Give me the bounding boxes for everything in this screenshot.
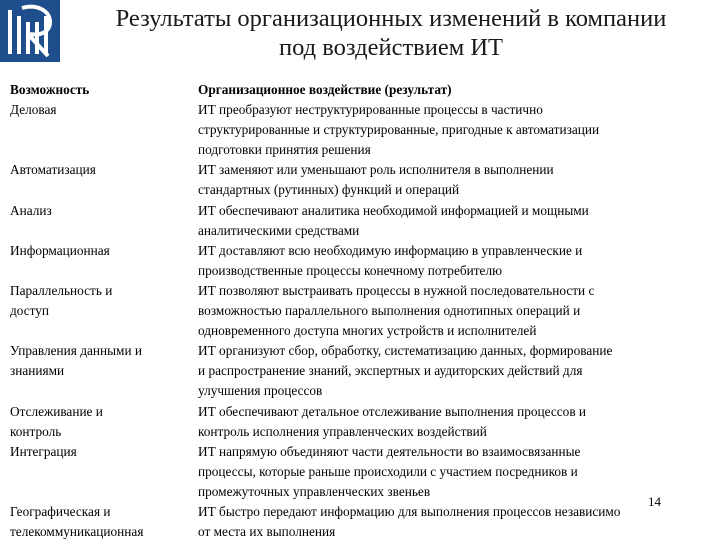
impact-line: структурированные и структурированные, пригодные к автоматизации xyxy=(198,122,600,138)
capability-cell xyxy=(10,442,198,502)
impact-line: возможностью параллельного выполнения однотипных операций и xyxy=(198,303,581,319)
capability-cell xyxy=(10,281,198,341)
impact-line: одновременного доступа многих устройств и исполнителей xyxy=(198,323,537,339)
capability-cell xyxy=(10,100,198,160)
capability-cell xyxy=(10,241,198,281)
table-row xyxy=(10,402,720,442)
impact-cell xyxy=(198,100,720,160)
impact-line: стандартных (рутинных) функций и операций xyxy=(198,182,460,198)
table-row xyxy=(10,502,720,540)
impact-cell xyxy=(198,402,720,442)
capability-line: контроль xyxy=(10,423,62,439)
table-header-row xyxy=(10,80,720,100)
table-row xyxy=(10,442,720,502)
impact-line: ИТ напрямую объединяют части деятельности во взаимосвязанные xyxy=(198,443,581,459)
capability-line: доступ xyxy=(10,303,50,319)
slide-title-line-1: Результаты организационных изменений в компании xyxy=(115,5,667,32)
impact-line: аналитическими средствами xyxy=(198,222,360,238)
capability-line: Параллельность и xyxy=(10,282,113,298)
impact-line: контроль исполнения управленческих воздействий xyxy=(198,423,487,439)
table-row xyxy=(10,201,720,241)
table-body xyxy=(10,100,720,540)
impact-cell xyxy=(198,502,720,540)
impact-line: улучшения процессов xyxy=(198,383,323,399)
impact-line: ИТ быстро передают информацию для выполнения процессов независимо xyxy=(198,503,621,519)
impact-line: процессы, которые раньше происходили с участием посредников и xyxy=(198,463,578,479)
impact-line: ИТ преобразуют неструктурированные процессы в частично xyxy=(198,102,543,118)
impact-line: ИТ доставляют всю необходимую информацию в управленческие и xyxy=(198,242,583,258)
impact-cell xyxy=(198,442,720,502)
impact-cell xyxy=(198,201,720,241)
impact-line: ИТ заменяют или уменьшают роль исполнителя в выполнении xyxy=(198,162,554,178)
impact-cell xyxy=(198,341,720,401)
capability-line: Анализ xyxy=(10,202,52,218)
capability-cell xyxy=(10,341,198,401)
capability-line: Деловая xyxy=(10,102,57,118)
impact-cell xyxy=(198,160,720,200)
impact-line: и распространение знаний, экспертных и аудиторских действий для xyxy=(198,363,583,379)
impact-cell xyxy=(198,241,720,281)
capability-line: Автоматизация xyxy=(10,162,96,178)
capability-cell xyxy=(10,502,198,540)
capability-line: знаниями xyxy=(10,363,65,379)
impact-line: от места их выполнения xyxy=(198,524,336,540)
impact-cell xyxy=(198,281,720,341)
capability-cell xyxy=(10,402,198,442)
capability-line: Отслеживание и xyxy=(10,403,103,419)
capability-line: Управления данными и xyxy=(10,343,143,359)
page-number: 14 xyxy=(648,494,661,509)
capability-line: Информационная xyxy=(10,242,110,258)
capability-cell xyxy=(10,201,198,241)
impact-line: подготовки принятия решения xyxy=(198,142,371,158)
impact-table xyxy=(10,80,720,540)
university-logo-icon xyxy=(0,0,60,62)
impact-line: ИТ организуют сбор, обработку, систематизацию данных, формирование xyxy=(198,343,613,359)
table-row xyxy=(10,281,720,341)
table-row xyxy=(10,341,720,401)
impact-line: ИТ позволяют выстраивать процессы в нужной последовательности с xyxy=(198,282,595,298)
table-row xyxy=(10,160,720,200)
header-capability: Возможность xyxy=(10,82,90,97)
table-row xyxy=(10,100,720,160)
impact-line: ИТ обеспечивают детальное отслеживание выполнения процессов и xyxy=(198,403,587,419)
impact-line: промежуточных управленческих звеньев xyxy=(198,483,431,499)
capability-line: телекоммуникационная xyxy=(10,524,144,540)
slide-title xyxy=(62,4,720,62)
table-row xyxy=(10,241,720,281)
impact-line: производственные процессы конечному потребителю xyxy=(198,262,503,278)
capability-line: Интеграция xyxy=(10,443,77,459)
capability-cell xyxy=(10,160,198,200)
impact-line: ИТ обеспечивают аналитика необходимой информацией и мощными xyxy=(198,202,589,218)
header-impact: Организационное воздействие (результат) xyxy=(198,82,452,97)
capability-line: Географическая и xyxy=(10,503,111,519)
slide-title-line-2: под воздействием ИТ xyxy=(278,34,503,61)
